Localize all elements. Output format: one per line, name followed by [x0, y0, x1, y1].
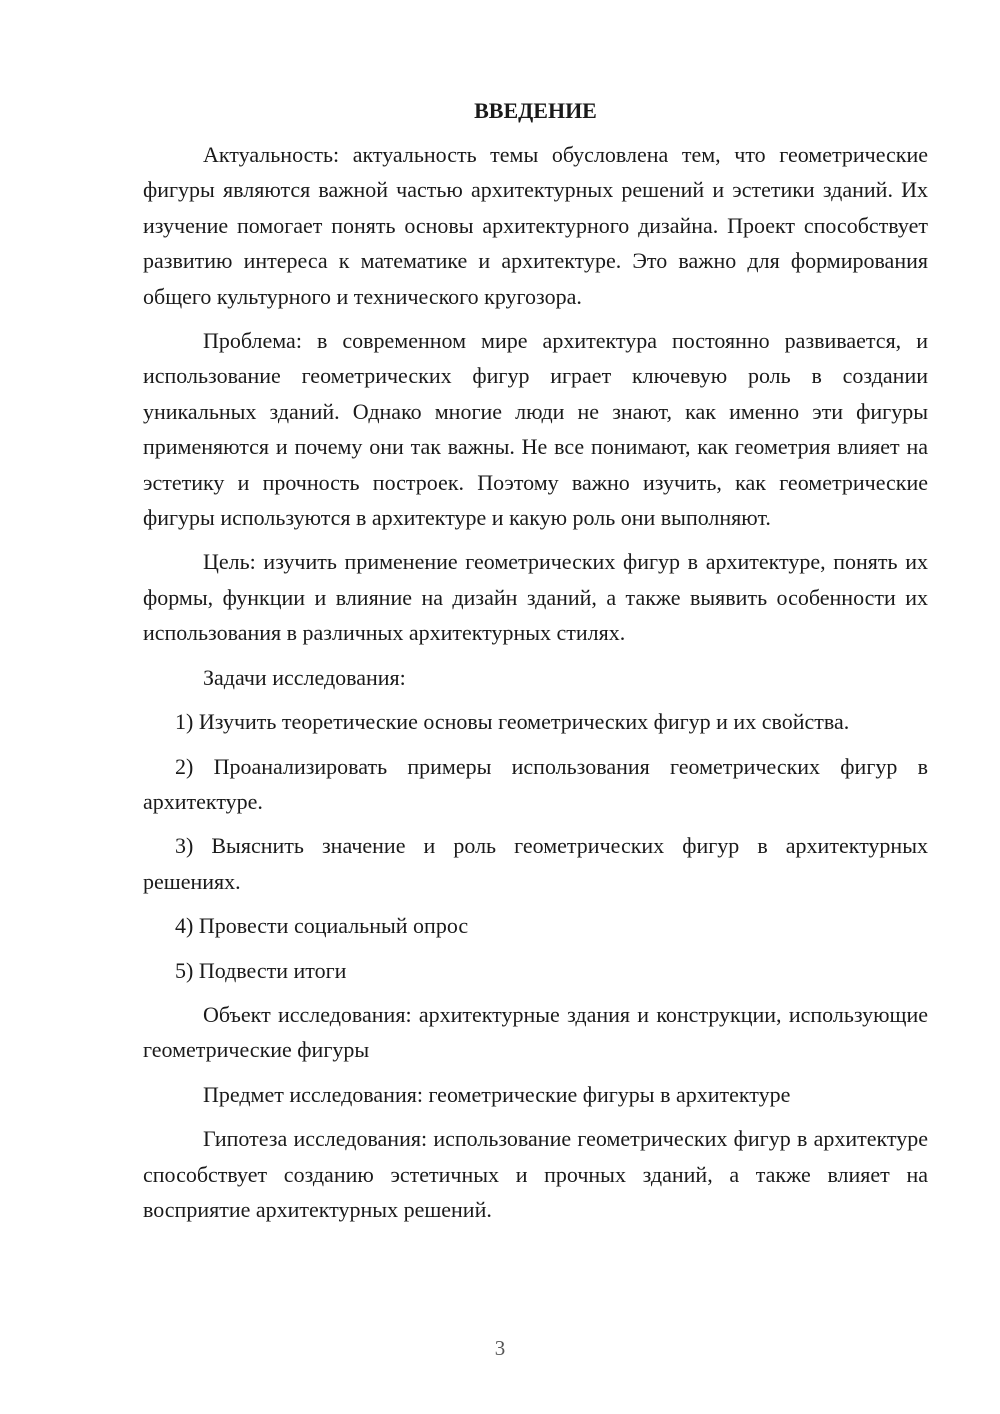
task-item: 3) Выяснить значение и роль геометрических фигур в архитектурных решениях.	[143, 833, 928, 894]
section-title: ВВЕДЕНИЕ	[474, 98, 597, 123]
goal-paragraph: Цель: изучить применение геометрических фигур в архитектуре, понять их формы, функции и влияние на дизайн зданий, а также выявить особенности их использования в различных архитектурных стилях.	[143, 549, 928, 646]
task-item: 2) Проанализировать примеры использования геометрических фигур в архитектуре.	[143, 753, 928, 814]
task-item: 5) Подвести итоги	[175, 957, 347, 983]
hypothesis-paragraph: Гипотеза исследования: использование геометрических фигур в архитектуре способствует созданию эстетичных и прочных зданий, а также влияет на восприятие архитектурных решений.	[143, 1126, 928, 1222]
tasks-heading: Задачи исследования:	[203, 664, 406, 690]
task-item: 1) Изучить теоретические основы геометрических фигур и их свойства.	[175, 709, 850, 735]
object-paragraph: Объект исследования: архитектурные здания и конструкции, использующие геометрические фигуры	[143, 1001, 928, 1063]
document-body	[143, 96, 928, 1236]
page-number: 3	[494, 1336, 506, 1360]
problem-paragraph: Проблема: в современном мире архитектура постоянно развивается, и использование геометрических фигур играет ключевую роль в создании уникальных зданий. Однако многие люди не знают, как именно эти фигуры применяются и почему они так важны. Не все понимают, как геометрия влияет на эстетику и прочность построек. Поэтому важно изучить, как геометрические фигуры используются в архитектуре и какую роль они выполняют.	[143, 328, 928, 531]
subject-paragraph: Предмет исследования: геометрические фигуры в архитектуре	[203, 1081, 791, 1107]
task-item: 4) Провести социальный опрос	[175, 913, 469, 939]
relevance-paragraph: Актуальность: актуальность темы обусловлена тем, что геометрические фигуры являются важной частью архитектурных решений и эстетики зданий. Их изучение помогает понять основы архитектурного дизайна. Проект способствует развитию интереса к математике и архитектуре. Это важно для формирования общего культурного и технического кругозора.	[143, 142, 928, 309]
